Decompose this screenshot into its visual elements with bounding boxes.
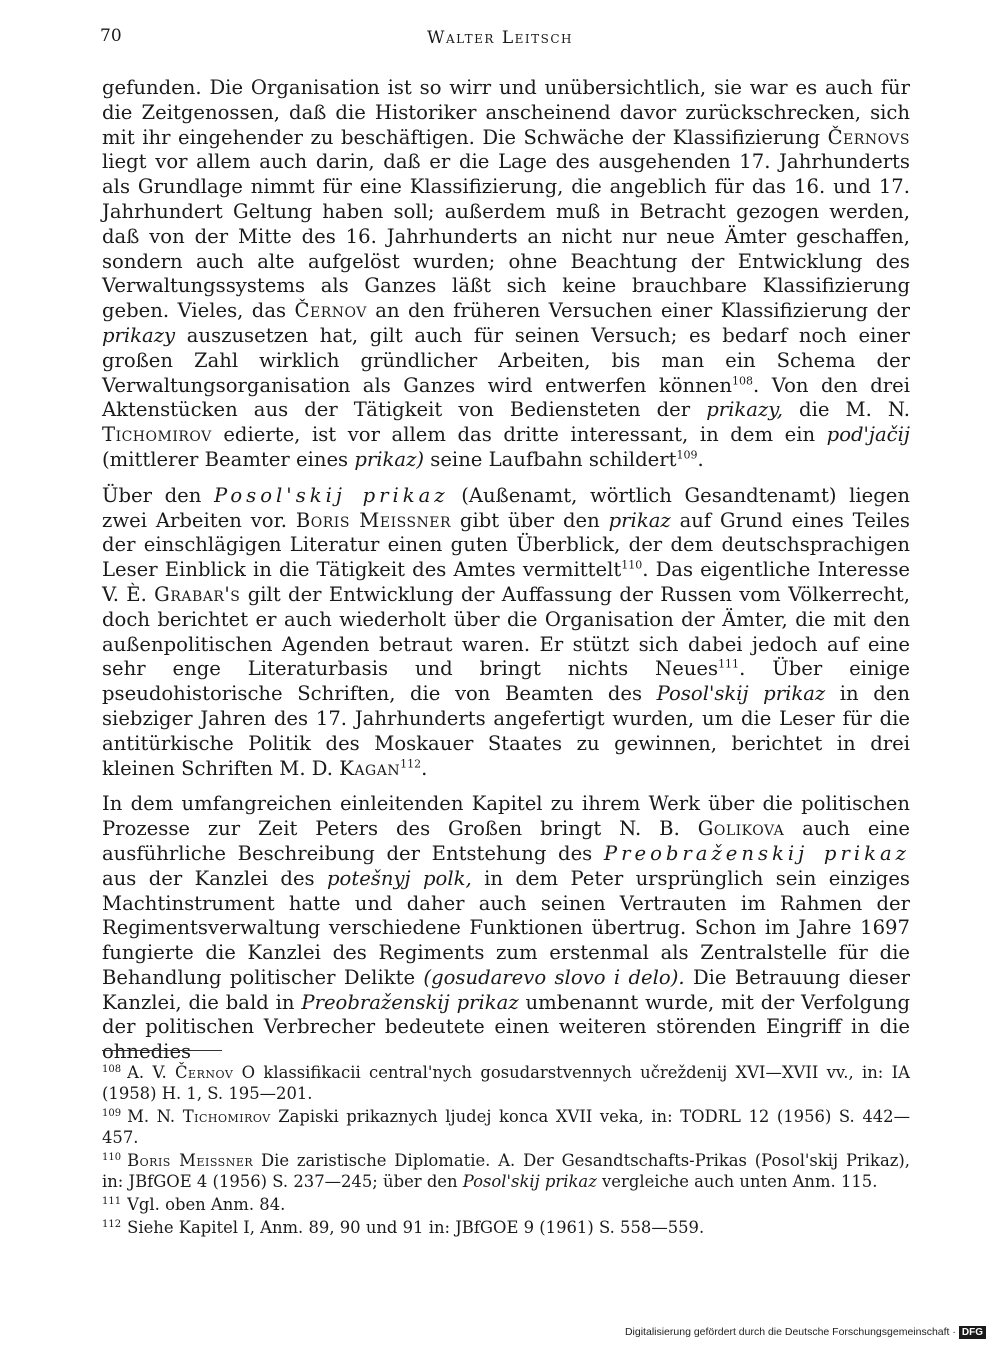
text-run: Grabar's <box>154 582 241 606</box>
text-run: in den siebziger Jahren des 17. Jahrhunderts angefertigt wurden, um die Leser für die antitürkische Politik des Moskauer Staates zu gewinnen, berichtet in drei kleinen Schriften M. D. <box>102 682 910 780</box>
text-run: . <box>421 756 428 780</box>
dfg-logo: DFG <box>959 1326 986 1339</box>
text-run: (Außenamt, wörtlich Gesandtenamt) liegen zwei Arbeiten vor. <box>102 483 911 532</box>
digitization-credit <box>625 1326 986 1339</box>
text-run: prikaz <box>608 508 671 532</box>
text-run: Siehe Kapitel I, Anm. 89, 90 und 91 in: JBfGOE 9 (1961) S. 558—559. <box>127 1218 705 1237</box>
footnote-ref: 111 <box>718 657 740 671</box>
text-run: Golikova <box>697 817 785 841</box>
text-run: (mittlerer Beamter eines <box>102 447 355 471</box>
footnote-number: 110 <box>102 1151 122 1163</box>
footnote <box>102 1062 910 1104</box>
text-run: Über den <box>102 483 214 507</box>
footnote-ref: 109 <box>676 448 698 462</box>
credit-text: Digitalisierung gefördert durch die Deutsche Forschungsgemeinschaft · <box>624 1326 956 1338</box>
footnote <box>102 1217 910 1238</box>
text-run: an den früheren Versuchen einer Klassifizierung der <box>366 299 910 323</box>
text-run: In dem umfangreichen einleitenden Kapitel zu ihrem Werk über die politischen Prozesse zur Zeit Peters des Großen bringt N. B. <box>102 792 910 841</box>
main-text <box>102 76 910 1076</box>
text-run: Boris Meissner <box>127 1151 254 1170</box>
footnote <box>102 1150 910 1192</box>
text-run: A. V. <box>127 1063 176 1082</box>
paragraph <box>102 792 910 1065</box>
paragraph <box>102 76 910 473</box>
text-run: Posol'skij prikaz <box>462 1172 597 1191</box>
footnote-ref: 108 <box>732 374 754 388</box>
text-run: in dem Peter ursprünglich sein einziges Machtinstrument hatte und daher auch seinen Vertrauten im Rahmen der Regimentsverwaltung verschiedene Funktionen übertrug. Schon im Jahre 1697 fungierte die Kanzlei des Regiments zum erstenmal als Zentralstelle für die Behandlung politischer Delikte <box>102 866 910 989</box>
footnote <box>102 1194 910 1215</box>
text-run: Preobraženskij prikaz <box>301 990 519 1014</box>
footnote <box>102 1106 910 1148</box>
text-run: prikaz) <box>354 447 425 471</box>
text-run: Boris Meissner <box>295 508 452 532</box>
footnote-rule <box>102 1050 222 1051</box>
text-run: O klassifikacii central'nych gosudarstvennych učreždenij XVI—XVII vv., in: IA (1958) H. 1, S. 195—201. <box>102 1063 910 1103</box>
text-run: . Das eigentliche Interesse V. È. <box>102 558 910 606</box>
text-run: Kagan <box>339 756 401 780</box>
footnote-number: 111 <box>102 1195 122 1207</box>
footnote-number: 108 <box>102 1063 122 1075</box>
text-run: liegt vor allem auch darin, daß er die Lage des ausgehenden 17. Jahrhunderts als Grundlage nimmt für eine Klassifizierung, die angeblich für das 16. und 17. Jahrhundert Geltung haben soll; außerdem muß in Betracht gezogen werden, daß von der Mitte des 16. Jahrhunderts an nicht nur neue Ämter geschaffen, sondern auch alte aufgelöst wurden; ohne Beachtung der Entwicklung des Verwaltungssystems als Ganzes läßt sich keine brauchbare Klassifizierung geben. Vieles, das <box>102 150 910 323</box>
page-number: 70 <box>100 26 122 46</box>
text-run: gibt über den <box>451 508 609 532</box>
text-run: Vgl. oben Anm. 84. <box>127 1195 286 1214</box>
text-run: die M. N. <box>782 398 911 422</box>
text-run: Posol'skij prikaz <box>214 483 449 507</box>
text-run: Zapiski prikaznych ljudej konca XVII veka, in: TODRL 12 (1956) S. 442—457. <box>102 1107 910 1147</box>
text-run: (gosudarevo slovo i delo). <box>423 965 685 989</box>
text-run: M. N. <box>127 1107 183 1126</box>
text-run: auch eine ausführliche Beschreibung der Entstehung des <box>102 817 910 865</box>
text-run: vergleiche auch unten Anm. 115. <box>596 1172 878 1191</box>
text-run: Preobraženskij prikaz <box>603 841 910 865</box>
text-run: Černov <box>294 299 367 323</box>
text-run: potešnyj polk, <box>326 866 472 890</box>
text-run: gilt der Entwicklung der Auffassung der Russen vom Völkerrecht, doch berichtet er auch wiederholt über die Organisation der Ämter, die mit den außenpolitischen Agenden betraut waren. Er stützt sich dabei jedoch auf eine sehr enge Literaturbasis und bringt nichts Neues <box>102 582 910 681</box>
text-run: seine Laufbahn schildert <box>424 447 677 471</box>
text-run: . Von den drei Aktenstücken aus der Tätigkeit von Bediensteten der <box>102 373 910 422</box>
text-run: gefunden. Die Organisation ist so wirr und unübersichtlich, sie war es auch für die Zeitgenossen, daß die Historiker anscheinend davor zurückschrecken, sich mit ihr eingehender zu beschäftigen. Die Schwäche der Klassifizierung <box>102 76 910 149</box>
text-run: Tichomirov <box>102 423 212 447</box>
paragraph <box>102 484 910 782</box>
text-run: edierte, ist vor allem das dritte interessant, in dem ein <box>211 423 827 447</box>
text-run: Die zaristische Diplomatie. A. Der Gesandtschafts-Prikas (Posol'skij Prikaz), in: JBfGOE 4 (1956) S. 237—245; über den <box>102 1151 910 1191</box>
text-run: Posol'skij prikaz <box>656 682 826 706</box>
text-run: Die Betrauung dieser Kanzlei, die bald in <box>102 965 910 1014</box>
text-run: umbenannt wurde, mit der Verfolgung der politischen Verbrecher bedeutete einen weiteren störenden Eingriff in die ohnedies <box>102 990 911 1064</box>
text-run: . <box>697 447 704 471</box>
text-run: Černov <box>175 1063 234 1082</box>
footnote-number: 112 <box>102 1218 122 1230</box>
text-run: prikazy <box>102 323 176 347</box>
text-run: prikazy, <box>706 398 783 422</box>
footnotes <box>102 1062 910 1240</box>
running-head: Walter Leitsch <box>427 28 573 48</box>
footnote-number: 109 <box>102 1107 122 1119</box>
text-run: . Über einige pseudohistorische Schriften, die von Beamten des <box>102 657 910 706</box>
text-run: Tichomirov <box>182 1107 271 1126</box>
text-run: auf Grund eines Teiles der einschlägigen Literatur einen guten Überblick, der dem deutschsprachigen Leser Einblick in die Tätigkeit des Amtes vermittelt <box>102 508 910 582</box>
text-run: auszusetzen hat, gilt auch für seinen Versuch; es bedarf noch einer großen Zahl wirklich gründlicher Arbeiten, bis man ein Schema der Verwaltungsorganisation als Ganzes wird entwerfen können <box>102 323 910 397</box>
text-run: aus der Kanzlei des <box>102 866 327 890</box>
text-run: Černovs <box>827 125 910 149</box>
text-run: pod'jačij <box>826 423 910 447</box>
footnote-ref: 112 <box>400 756 422 770</box>
footnote-ref: 110 <box>621 558 643 572</box>
